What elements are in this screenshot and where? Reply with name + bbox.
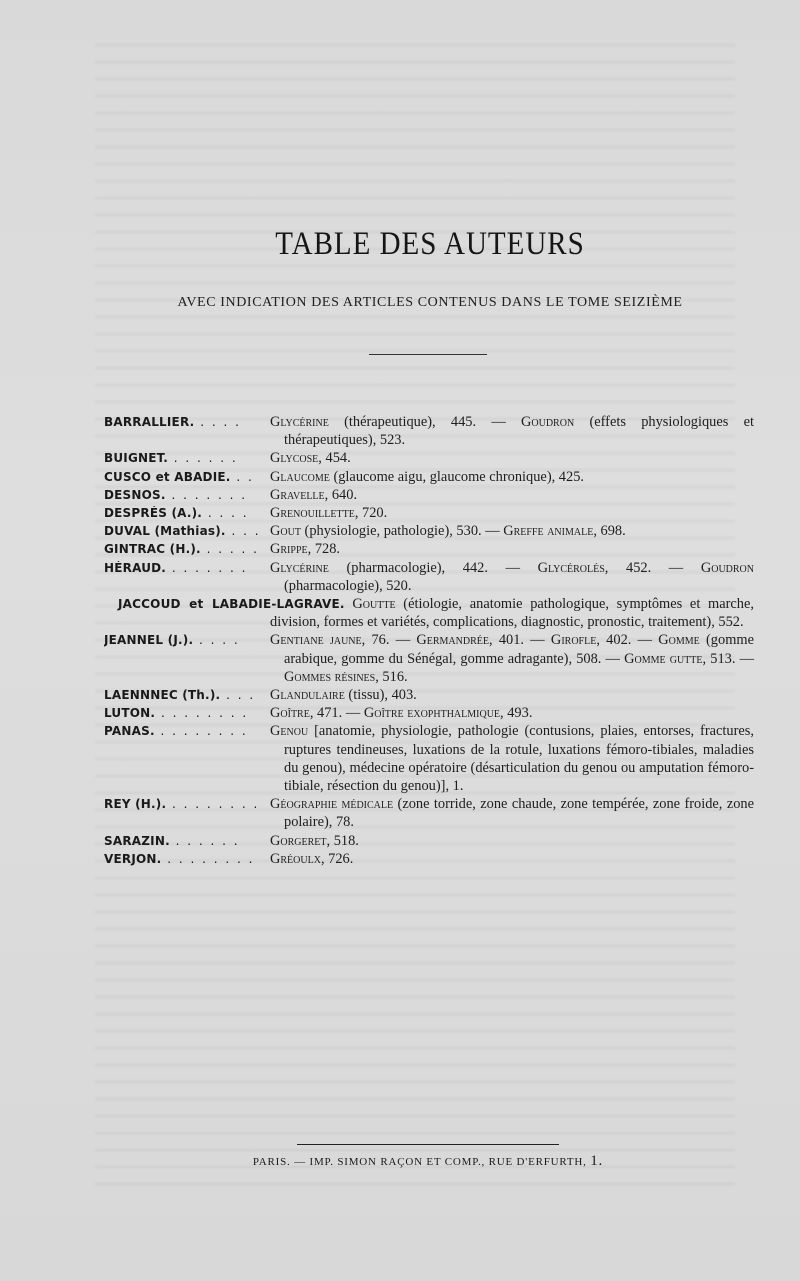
author-entry (104, 522, 754, 540)
author-label (104, 852, 270, 866)
author-entry (104, 595, 754, 631)
author-label (104, 561, 270, 575)
page-number: 1. (590, 1153, 604, 1169)
author-entry (104, 722, 754, 795)
author-name: VERJON. (104, 851, 162, 866)
author-label (104, 633, 270, 647)
author-label (104, 488, 270, 502)
article-list: Glycérine (pharmacologie), 442. — Glycérolés, 452. — Goudron (pharmacologie), 520. (270, 559, 754, 594)
article-list: Grippe, 728. (270, 541, 341, 558)
author-name: REY (H.). (104, 797, 167, 812)
author-label (104, 524, 270, 538)
article-list: Genou [anatomie, physiologie, pathologie (contusions, plaies, entorses, fractures, ruptures tendineuses, luxations de la rotule, luxations fémoro-tibiales, maladies du genou), médecine opératoire (désarticulation du genou ou amputation fémoro-tibiale, résection du genou)], 1. (270, 723, 754, 795)
article-list: Glycérine (thérapeutique), 445. — Goudron (effets physiologiques et thérapeutiques), 523. (270, 414, 754, 449)
leader-dots: . . . . . . . (166, 560, 248, 575)
leader-dots: . . . . (202, 506, 249, 521)
author-name: LUTON. (104, 706, 156, 721)
author-label (104, 415, 270, 429)
author-entry (104, 486, 754, 504)
author-entry (104, 832, 754, 850)
author-entry (104, 468, 754, 486)
leader-dots: . . . . . . (167, 451, 238, 466)
article-list: Glandulaire (tissu), 403. (270, 687, 417, 704)
author-label (104, 542, 270, 556)
footer-divider (297, 1144, 559, 1145)
author-name: BARRALLIER. (104, 415, 195, 429)
author-entry (104, 850, 754, 868)
article-list: Glaucome (glaucome aigu, glaucome chronique), 425. (270, 468, 584, 485)
leader-dots: . . . . . . . . (154, 724, 248, 739)
page-subtitle: AVEC INDICATION DES ARTICLES CONTENUS DANS LE TOME SEIZIÈME (177, 295, 683, 310)
article-list: Gréoulx, 726. (270, 850, 354, 867)
printer-imprint (0, 1153, 800, 1170)
author-name: JEANNEL (J.). (104, 633, 194, 648)
author-entry (104, 413, 754, 449)
author-entry (104, 504, 754, 522)
author-name: CUSCO et ABADIE. (104, 469, 231, 484)
author-name: HÉRAUD. (104, 560, 167, 575)
author-name: DESNOS. (104, 487, 166, 502)
author-label (104, 451, 270, 465)
printer-imprint-text: PARIS. — IMP. SIMON RAÇON ET COMP., RUE D'ERFURTH, (252, 1156, 587, 1168)
leader-dots: . . (230, 469, 254, 484)
author-label (104, 506, 270, 520)
leader-dots: . . . . (193, 633, 240, 648)
author-entry (104, 795, 754, 831)
author-entry (104, 704, 754, 722)
article-list: Gorgeret, 518. (270, 832, 359, 849)
article-list: Géographie médicale (zone torride, zone chaude, zone tempérée, zone froide, zone polaire), 78. (270, 796, 754, 831)
article-list: Goutte (étiologie, anatomie pathologique, symptômes et marche, division, formes et variétés, complications, diagnostic, pronostic, traitement), 552. (270, 596, 754, 631)
leader-dots: . . . (220, 688, 256, 703)
author-entry (104, 686, 754, 704)
leader-dots: . . . . . . . . (166, 797, 260, 812)
author-entry (104, 559, 754, 595)
author-name: LAENNNEC (Th.). (104, 688, 221, 703)
author-label (104, 724, 270, 738)
author-label (104, 706, 270, 720)
author-name: JACCOUD et LABADIE-LAGRAVE. (118, 597, 345, 612)
article-list: Glycose, 454. (270, 450, 351, 467)
author-table (104, 413, 754, 868)
leader-dots: . . . (225, 524, 261, 539)
leader-dots: . . . . . . (169, 833, 240, 848)
author-name: PANAS. (104, 724, 155, 739)
leader-dots: . . . . . . . . (155, 706, 249, 721)
author-entry (104, 631, 754, 686)
article-list: Gentiane jaune, 76. — Germandrée, 401. — Girofle, 402. — Gomme (gomme arabique, gomme du Sénégal, gomme adragante), 508. — Gomme gutte, 513. — Gommes résines, 516. (270, 632, 754, 685)
author-entry (104, 449, 754, 467)
author-name: GINTRAC (H.). (104, 542, 201, 557)
page-title: TABLE DES AUTEURS (275, 226, 585, 262)
article-list: Gout (physiologie, pathologie), 530. — Greffe animale, 698. (270, 523, 626, 540)
leader-dots: . . . . . . . (165, 487, 248, 502)
title-divider (369, 354, 487, 355)
author-name: DESPRÉS (A.). (104, 506, 203, 521)
article-list: Goître, 471. — Goître exophthalmique, 493. (270, 705, 533, 722)
leader-dots: . . . . . (200, 542, 259, 557)
author-label (104, 688, 270, 702)
author-name: SARAZIN. (104, 833, 170, 848)
author-label (104, 834, 270, 848)
article-list: Grenouillette, 720. (270, 505, 388, 522)
leader-dots: . . . . (194, 415, 241, 429)
author-name: BUIGNET. (104, 451, 168, 466)
author-label (104, 797, 270, 811)
leader-dots: . . . . . . . . (161, 851, 255, 866)
author-entry-text (118, 595, 754, 631)
author-name: DUVAL (Mathias). (104, 524, 226, 539)
author-label (104, 470, 270, 484)
article-list: Gravelle, 640. (270, 486, 358, 503)
author-entry (104, 540, 754, 558)
